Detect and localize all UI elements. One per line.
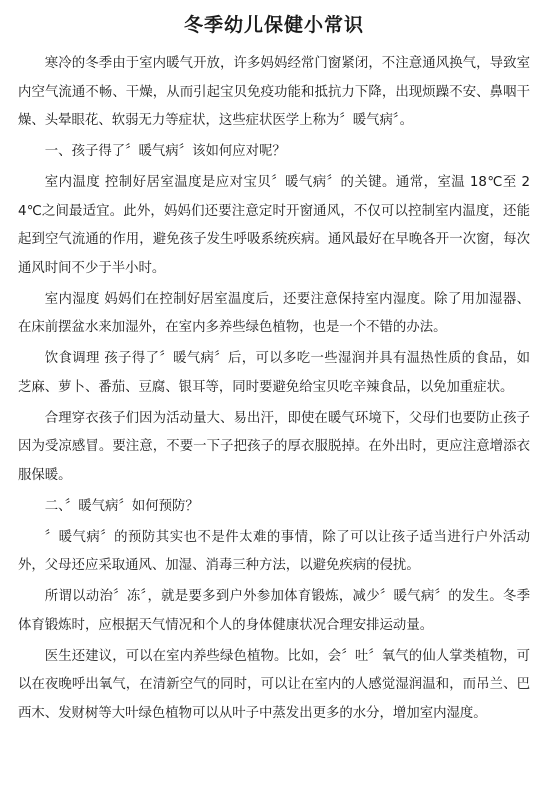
paragraph-diet: 饮食调理 孩子得了〞暖气病〞后，可以多吃一些湿润并具有温热性质的食品，如芝麻、萝卜、番茄、豆腐、银耳等，同时要避免给宝贝吃辛辣食品，以免加重症状。 — [18, 351, 530, 395]
document-title: 冬季幼儿保健小常识 — [183, 14, 364, 36]
paragraph-clothing: 合理穿衣孩子们因为活动量大、易出汗，即使在暖气环境下，父母们也要防止孩子因为受凉感冒。要注意，不要一下子把孩子的厚衣服脱掉。在外出时，更应注意增添衣服保暖。 — [18, 410, 530, 483]
document-body — [18, 50, 530, 728]
paragraph-plants: 医生还建议，可以在室内养些绿色植物。比如，会〞吐〞氧气的仙人掌类植物，可以在夜晚呼出氧气，在清新空气的同时，可以让在室内的人感觉湿润温和，而吊兰、巴西木、发财树等大叶绿色植物可以从叶子中蒸发出更多的水分，增加室内湿度。 — [18, 648, 530, 721]
paragraph-room-humidity: 室内湿度 妈妈们在控制好居室温度后，还要注意保持室内湿度。除了用加湿器、在床前摆盆水来加湿外，在室内多养些绿色植物，也是一个不错的办法。 — [18, 291, 530, 335]
paragraph-room-temperature: 室内温度 控制好居室温度是应对宝贝〞暖气病〞的关键。通常，室温 18℃至 24℃之间最适宜。此外，妈妈们还要注意定时开窗通风，不仅可以控制室内温度，还能起到空气流通的作用，避免孩子发生呼吸系统疾病。通风最好在早晚各开一次窗，每次通风时间不少于半小时。 — [18, 175, 530, 276]
paragraph-prevention: 〞暖气病〞的预防其实也不是件太难的事情，除了可以让孩子适当进行户外活动外，父母还应采取通风、加湿、消毒三种方法，以避免疾病的侵扰。 — [18, 529, 530, 573]
section-heading-2: 二、〞暖气病〞如何预防？ — [44, 498, 199, 514]
section-heading-1: 一、孩子得了〞暖气病〞该如何应对呢？ — [44, 144, 286, 159]
paragraph-intro: 寒冷的冬季由于室内暖气开放，许多妈妈经常门窗紧闭，不注意通风换气，导致室内空气流通不畅、干燥，从而引起宝贝免疫功能和抵抗力下降，出现烦躁不安、鼻咽干燥、头晕眼花、软弱无力等症状，这些症状医学上称为〞暖气病〞。 — [18, 56, 530, 128]
paragraph-exercise: 所谓以动治〞冻〞，就是要多到户外参加体育锻炼，减少〞暖气病〞的发生。冬季体育锻炼时，应根据天气情况和个人的身体健康状况合理安排运动量。 — [18, 589, 530, 633]
